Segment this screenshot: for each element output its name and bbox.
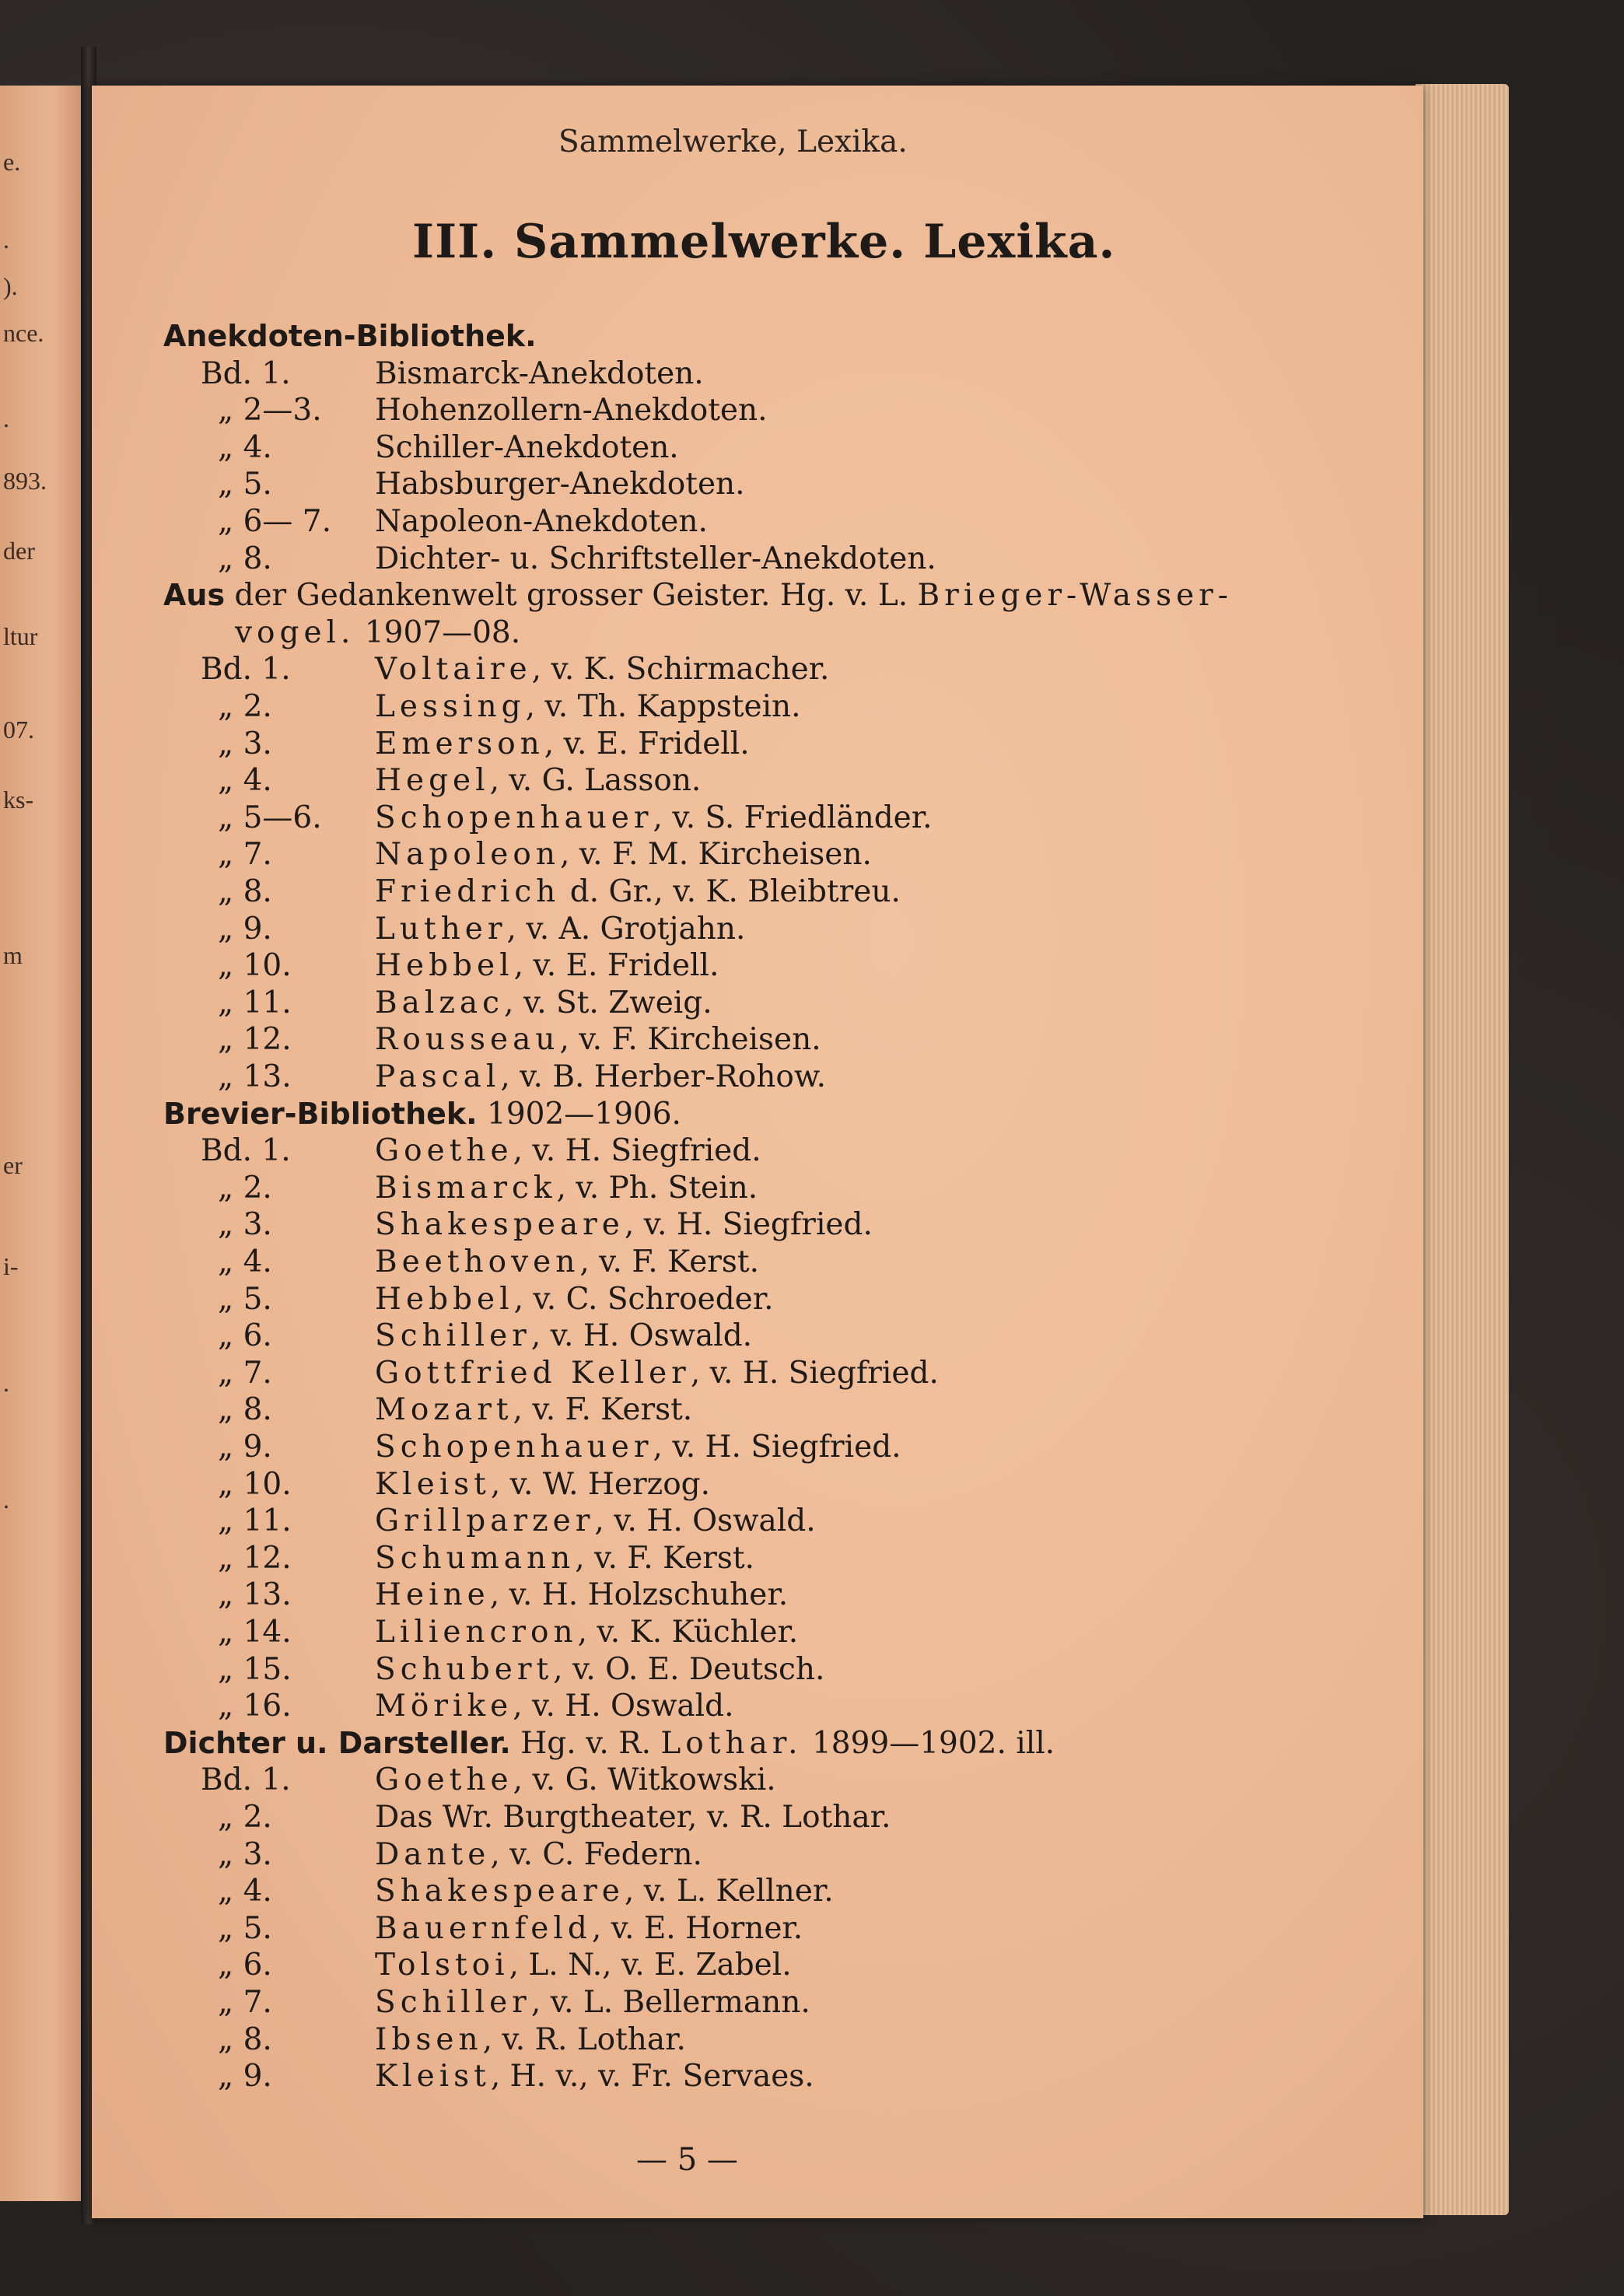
entry-rest: Habsburger-Anekdoten. (375, 467, 745, 502)
entry-rest: , H. v., v. Fr. Servaes. (490, 2059, 814, 2095)
volume-number: „ 13. (218, 1059, 292, 1094)
running-head: Sammelwerke, Lexika. (558, 124, 908, 159)
entry-rest: , v. H. Siegfried. (690, 1355, 939, 1391)
entry-name: Emerson (375, 726, 544, 761)
entry-rest: , v. H. Oswald. (530, 1318, 753, 1354)
volume-number: „ 10. (218, 1466, 292, 1502)
entry-text (375, 912, 745, 947)
entry-rest: , v. F. M. Kircheisen. (559, 837, 872, 873)
volume-number: „ 4. (218, 763, 272, 799)
entry-name: Kleist (375, 2059, 491, 2095)
entry-text (375, 393, 768, 428)
entry-rest: , v. G. Witkowski. (513, 1762, 776, 1798)
left-page-fragment: der (3, 537, 35, 565)
entry-text (375, 652, 829, 687)
entry-name: Schiller (375, 1985, 531, 2020)
entry-rest: , L. N., v. E. Zabel. (509, 1948, 792, 1983)
section-title (163, 578, 1233, 613)
entry-name: Rousseau (375, 1022, 560, 1058)
entry-name: Kleist (375, 1466, 491, 1502)
entry-name: Hebbel (375, 948, 514, 984)
volume-number: „ 11. (218, 985, 292, 1020)
entry-text (375, 726, 750, 761)
entry-rest: , v. C. Schroeder. (513, 1281, 774, 1317)
entry-rest: , v. K. Schirmacher. (531, 652, 830, 688)
volume-number: „ 5. (218, 1281, 272, 1317)
entry-text (375, 1762, 776, 1797)
entry-rest: , v. H. Siegfried. (653, 1430, 901, 1465)
entry-text (375, 1911, 803, 1946)
left-page-strip (0, 86, 87, 2201)
left-page-fragment: m (3, 941, 23, 969)
volume-number: „ 11. (218, 1503, 292, 1539)
entry-name: Napoleon (375, 837, 560, 873)
entry-text (375, 1133, 761, 1168)
entry-rest: , v. Ph. Stein. (556, 1170, 758, 1206)
volume-number: „ 6. (218, 1318, 272, 1354)
entry-name: Goethe (375, 1133, 513, 1169)
entry-rest: , v. F. Kerst. (513, 1392, 693, 1428)
entry-text (375, 504, 708, 539)
entry-name: Shakespeare (375, 1874, 625, 1909)
entry-text (375, 800, 933, 835)
entry-rest: , v. H. Oswald. (513, 1689, 734, 1724)
entry-name: Bauernfeld (375, 1910, 592, 1946)
left-page-fragment: 893. (3, 467, 47, 495)
section-title-bold: Brevier-Bibliothek. (163, 1096, 478, 1131)
entry-rest: Hohenzollern-Anekdoten. (375, 393, 768, 429)
left-page-fragment: . (3, 404, 9, 432)
entry-rest: , v. B. Herber-Rohow. (500, 1059, 826, 1094)
section-title (163, 1097, 681, 1132)
entry-text (375, 1059, 826, 1094)
volume-number: „ 13. (218, 1577, 292, 1613)
volume-number: „ 8. (218, 874, 272, 909)
volume-number: „ 4. (218, 429, 272, 465)
entry-rest: , v. S. Friedländer. (653, 800, 933, 835)
entry-rest: Napoleon-Anekdoten. (375, 504, 708, 539)
volume-number: „ 8. (218, 1392, 272, 1428)
volume-number: „ 9. (218, 911, 272, 947)
left-page-fragment: ks- (3, 786, 34, 814)
entry-text (375, 467, 745, 502)
entry-rest: , v. H. Holzschuher. (489, 1577, 789, 1613)
entry-rest: Bismarck-Anekdoten. (375, 355, 704, 391)
volume-number: „ 9. (218, 2059, 272, 2095)
entry-name: Mörike (375, 1689, 513, 1724)
volume-number: „ 16. (218, 1689, 292, 1724)
volume-number: „ 12. (218, 1540, 292, 1576)
volume-number: „ 15. (218, 1651, 292, 1687)
left-page-fragment: . (3, 226, 9, 254)
volume-number: „ 7. (218, 837, 272, 873)
entry-text (375, 1615, 798, 1650)
entry-text (375, 1874, 834, 1909)
entry-name: Ibsen (375, 2021, 483, 2057)
entry-rest: Das Wr. Burgtheater, v. R. Lothar. (375, 1800, 891, 1835)
entry-name: Tolstoi (375, 1948, 509, 1983)
volume-number: „ 10. (218, 948, 292, 984)
volume-number: „ 2. (218, 689, 272, 724)
entry-rest: , v. Th. Kappstein. (525, 689, 801, 724)
entry-text (375, 1022, 821, 1057)
section-title-bold: Aus (163, 578, 226, 613)
volume-number: Bd. 1. (201, 355, 291, 391)
entry-text (375, 1985, 810, 2020)
entry-name: Bismarck (375, 1170, 557, 1206)
book-page (92, 86, 1423, 2218)
left-page-fragment: . (3, 1486, 9, 1514)
entry-text (375, 1837, 702, 1872)
entry-text (375, 2022, 686, 2057)
entry-rest: , v. A. Grotjahn. (506, 911, 746, 947)
entry-rest: , v. H. Oswald. (594, 1503, 816, 1539)
entry-name: Hegel (375, 763, 490, 799)
section-title-bold: Dichter u. Darsteller. (163, 1725, 511, 1760)
entry-rest: , v. W. Herzog. (490, 1466, 711, 1502)
entry-name: Schopenhauer (375, 800, 653, 835)
entry-rest: , v. E. Horner. (591, 1910, 803, 1946)
entry-rest: , v. H. Siegfried. (624, 1207, 873, 1243)
volume-number: „ 2—3. (218, 393, 322, 429)
left-page-fragment: . (3, 1369, 9, 1397)
volume-number: „ 6. (218, 1948, 272, 1983)
entry-name: Hebbel (375, 1281, 514, 1317)
entry-name: Mozart (375, 1392, 513, 1428)
entry-text (375, 1577, 788, 1612)
entry-rest: , v. L. Bellermann. (530, 1985, 810, 2020)
entry-text (375, 874, 901, 909)
entry-text (375, 1541, 754, 1576)
page-number: — 5 — (636, 2142, 738, 2178)
entry-text (375, 1652, 824, 1687)
left-page-fragment: 07. (3, 716, 34, 744)
entry-name: Lessing (375, 689, 526, 724)
volume-number: „ 8. (218, 541, 272, 576)
volume-number: „ 2. (218, 1170, 272, 1206)
volume-number: „ 6— 7. (218, 504, 332, 539)
section-title-bold: Anekdoten-Bibliothek. (163, 319, 537, 353)
entry-name: Shakespeare (375, 1207, 625, 1243)
volume-number: „ 5. (218, 467, 272, 502)
entry-text (375, 689, 801, 724)
volume-number: „ 9. (218, 1430, 272, 1465)
entry-name: Schiller (375, 1318, 531, 1354)
entry-name: Friedrich (375, 874, 561, 909)
entry-text (375, 1318, 752, 1353)
entry-rest: d. Gr., v. K. Bleibtreu. (560, 874, 901, 909)
entry-name: Heine (375, 1577, 490, 1613)
section-title-spaced: Lothar. (660, 1725, 803, 1761)
entry-text (375, 1800, 891, 1835)
entry-rest: , v. C. Federn. (490, 1836, 702, 1872)
entry-rest: , v. H. Siegfried. (513, 1133, 761, 1169)
left-page-fragment: er (3, 1151, 23, 1179)
section-title (163, 1726, 1055, 1761)
entry-text (375, 356, 704, 391)
entry-name: Grillparzer (375, 1503, 595, 1539)
entry-text (375, 2059, 814, 2094)
entry-rest: Schiller-Anekdoten. (375, 429, 679, 465)
entry-name: Schubert (375, 1651, 554, 1687)
volume-number: „ 4. (218, 1244, 272, 1279)
volume-number: Bd. 1. (201, 1762, 291, 1798)
entry-rest: , v. L. Kellner. (624, 1874, 834, 1909)
volume-number: „ 12. (218, 1022, 292, 1058)
entry-rest: , v. G. Lasson. (489, 763, 702, 799)
entry-name: Schumann (375, 1540, 576, 1576)
entry-text (375, 985, 712, 1020)
section-title-tail: 1899—1902. ill. (802, 1725, 1055, 1761)
volume-number: „ 7. (218, 1985, 272, 2020)
volume-number: „ 7. (218, 1355, 272, 1391)
entry-rest: , v. E. Fridell. (513, 948, 719, 984)
volume-number: Bd. 1. (201, 652, 291, 688)
volume-number: „ 3. (218, 1207, 272, 1243)
entry-text (375, 1948, 792, 1983)
volume-number: „ 3. (218, 1836, 272, 1872)
page-edges (1416, 84, 1509, 2215)
volume-number: „ 4. (218, 1874, 272, 1909)
entry-name: Luther (375, 911, 507, 947)
entry-rest: , v. E. Fridell. (544, 726, 750, 761)
left-page-fragment: ltur (3, 622, 38, 650)
entry-name: Gottfried Keller (375, 1355, 691, 1391)
left-page-fragment: e. (3, 148, 21, 176)
continuation-spaced: vogel. (235, 614, 355, 650)
entry-rest: , v. St. Zweig. (504, 985, 712, 1020)
volume-number: „ 5—6. (218, 800, 322, 835)
entry-text (375, 1503, 816, 1538)
volume-number: Bd. 1. (201, 1133, 291, 1169)
entry-rest: , v. F. Kerst. (575, 1540, 754, 1576)
entry-rest: , v. K. Küchler. (577, 1615, 799, 1650)
entry-text (375, 948, 719, 983)
section-title-rest: 1902—1906. (477, 1096, 681, 1132)
entry-text (375, 541, 936, 576)
continuation-rest: 1907—08. (355, 614, 521, 650)
entry-text (375, 763, 701, 798)
left-page-fragment: i- (3, 1252, 19, 1280)
entry-name: Liliencron (375, 1615, 578, 1650)
volume-number: „ 8. (218, 2021, 272, 2057)
entry-text (375, 1467, 710, 1502)
volume-number: „ 3. (218, 726, 272, 761)
entry-text (375, 1282, 774, 1317)
entry-name: Goethe (375, 1762, 513, 1798)
entry-name: Beethoven (375, 1244, 580, 1279)
entry-rest: Dichter- u. Schriftsteller-Anekdoten. (375, 541, 936, 576)
left-page-fragment: ). (3, 272, 18, 300)
volume-number: „ 2. (218, 1800, 272, 1835)
entry-text (375, 430, 679, 465)
entry-text (375, 1392, 692, 1427)
volume-number: „ 5. (218, 1910, 272, 1946)
entry-name: Schopenhauer (375, 1430, 653, 1465)
entry-text (375, 1171, 758, 1206)
entry-name: Pascal (375, 1059, 501, 1094)
section-title-spaced: Brieger-Wasser- (917, 578, 1233, 614)
entry-name: Balzac (375, 985, 505, 1020)
entry-text (375, 1689, 734, 1724)
volume-number: „ 14. (218, 1615, 292, 1650)
entry-text (375, 1430, 901, 1465)
section-title-rest: der Gedankenwelt grosser Geister. Hg. v. L. (225, 578, 918, 614)
entry-text (375, 837, 872, 872)
entry-name: Voltaire (375, 652, 532, 688)
left-page-fragment: nce. (3, 319, 44, 347)
chapter-title: III. Sammelwerke. Lexika. (412, 215, 1116, 269)
entry-text (375, 1207, 873, 1242)
entry-rest: , v. F. Kircheisen. (559, 1022, 821, 1058)
section-title (163, 319, 537, 354)
section-title-rest: Hg. v. R. (510, 1725, 661, 1761)
entry-name: Dante (375, 1836, 491, 1872)
entry-rest: , v. R. Lothar. (482, 2021, 686, 2057)
section-title-continuation (235, 615, 520, 650)
entry-rest: , v. F. Kerst. (579, 1244, 759, 1279)
entry-rest: , v. O. E. Deutsch. (553, 1651, 825, 1687)
entry-text (375, 1244, 759, 1279)
entry-text (375, 1356, 939, 1391)
